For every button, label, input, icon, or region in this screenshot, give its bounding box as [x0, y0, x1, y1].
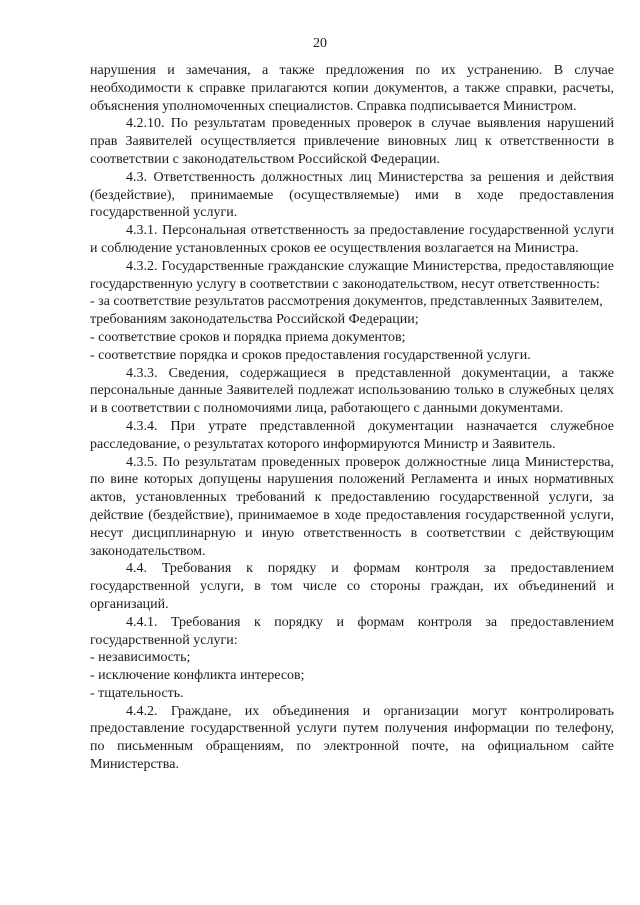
paragraph-4-4-1: 4.4.1. Требования к порядку и формам контроля за предоставлением государственной услуги:: [90, 614, 614, 648]
paragraph-4-3-5: 4.3.5. По результатам проведенных проверок должностные лица Министерства, по вине которых допущены нарушения положений Регламента и иных нормативных актов, установленных требований к предоставлению государственной услуги, за действие (бездействие), принимаемое в ходе предоставления государственной услуги, несут дисциплинарную и иную ответственность в соответствии с действующим законодательством.: [90, 454, 614, 559]
list-item: - соответствие сроков и порядка приема документов;: [90, 329, 406, 345]
paragraph-4-3-3: 4.3.3. Сведения, содержащиеся в представленной документации, а также персональные данные Заявителей подлежат использованию только в служебных целях и в соответствии с полномочиями лица, работающего с данными документами.: [90, 365, 614, 417]
list-item: - соответствие порядка и сроков предоставления государственной услуги.: [90, 347, 531, 363]
paragraph-4-3-2: 4.3.2. Государственные гражданские служащие Министерства, предоставляющие государственную услугу в соответствии с законодательством, несут ответственность:: [90, 258, 614, 292]
list-item: - тщательность.: [90, 685, 184, 701]
list-item: - за соответствие результатов рассмотрения документов, представленных Заявителем, требованиям законодательства Российской Федерации;: [90, 294, 603, 328]
paragraph-4-3-4: 4.3.4. При утрате представленной документации назначается служебное расследование, о результатах которого информируются Министр и Заявитель.: [90, 418, 614, 452]
paragraph-4-4-2: 4.4.2. Граждане, их объединения и организации могут контролировать предоставление государственной услуги путем получения информации по телефону, по письменным обращениям, по электронной почте, на официальном сайте Министерства.: [90, 703, 614, 773]
list-item: - исключение конфликта интересов;: [90, 668, 305, 684]
paragraph-4-2-10: 4.2.10. По результатам проведенных проверок в случае выявления нарушений прав Заявителей осуществляется привлечение виновных лиц к ответственности в соответствии с законодательством Российской Федерации.: [90, 116, 614, 167]
paragraph-4-4: 4.4. Требования к порядку и формам контроля за предоставлением государственной услуги, в том числе со стороны граждан, их объединений и организаций.: [90, 561, 614, 612]
page-number: 20: [313, 36, 327, 51]
paragraph-4-3-1: 4.3.1. Персональная ответственность за предоставление государственной услуги и соблюдение установленных сроков ее осуществления возлагается на Министра.: [90, 223, 614, 256]
paragraph-4-3: 4.3. Ответственность должностных лиц Министерства за решения и действия (бездействие), принимаемые (осуществляемые) ими в ходе предоставления государственной услуги.: [90, 169, 614, 221]
list-item: - независимость;: [90, 650, 191, 666]
paragraph-continuation: нарушения и замечания, а также предложения по их устранению. В случае необходимости к справке прилагаются копии документов, а также справки, расчеты, объяснения уполномоченных специалистов. Справка подписывается Министром.: [90, 63, 614, 114]
document-body: [90, 62, 614, 774]
